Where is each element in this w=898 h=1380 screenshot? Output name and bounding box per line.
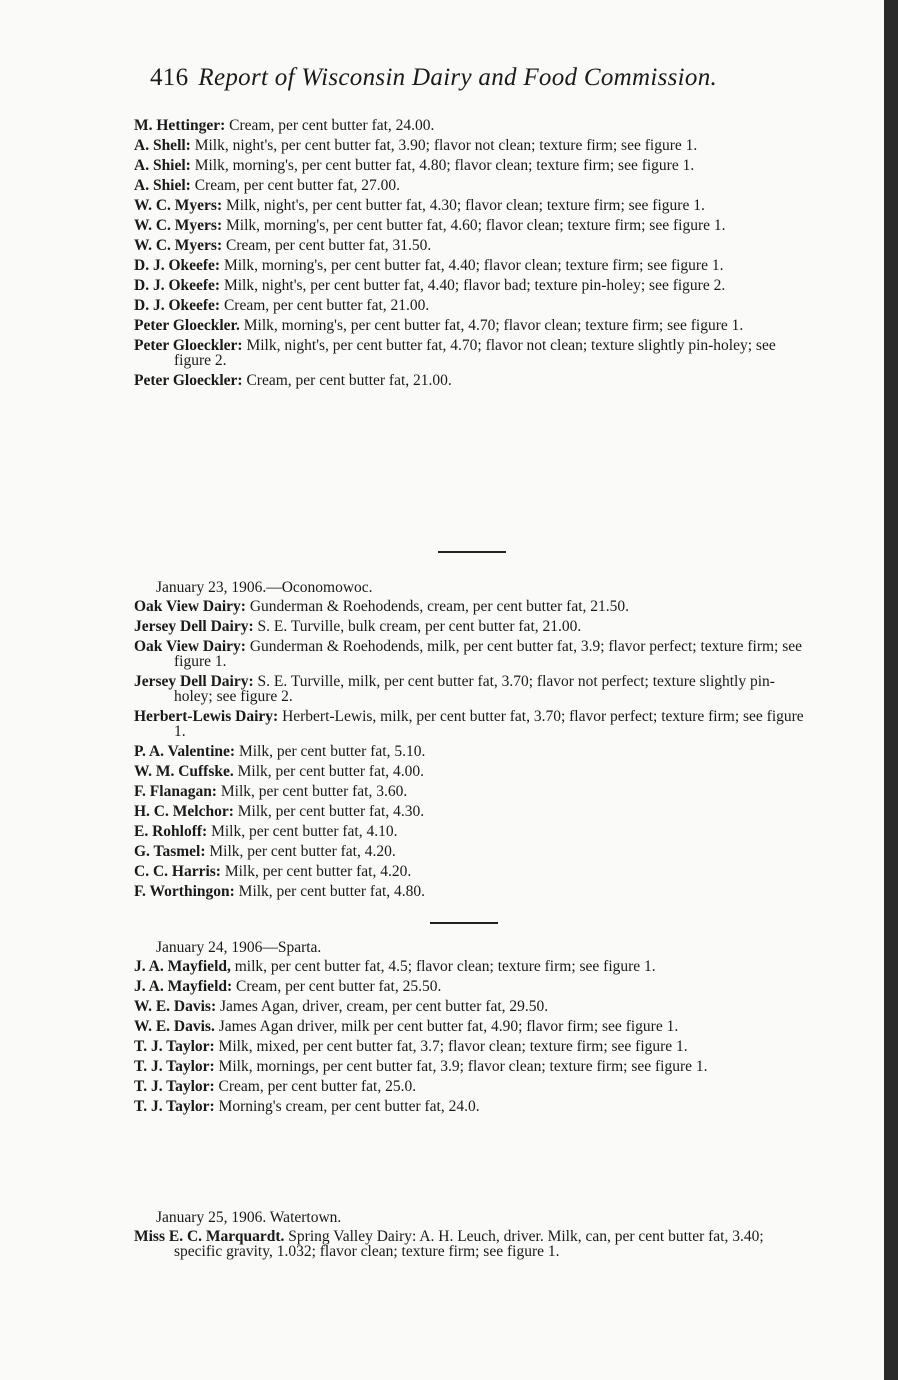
entry-name: W. E. Davis. xyxy=(134,1018,215,1035)
entry-name: J. A. Mayfield: xyxy=(134,978,233,995)
section-oconomowoc xyxy=(134,580,804,904)
entry-name: Peter Gloeckler: xyxy=(134,337,243,354)
record-entry xyxy=(134,674,804,704)
record-entry xyxy=(134,1039,804,1054)
entry-name: C. C. Harris: xyxy=(134,863,221,880)
entry-text: Spring Valley Dairy: A. H. Leuch, driver. Milk, can, per cent butter fat, 3.40; specific gravity, 1.032; flavor clean; texture firm; see figure 1. xyxy=(174,1228,764,1260)
entry-name: Peter Gloeckler: xyxy=(134,372,243,389)
entry-text: Milk, per cent butter fat, 4.30. xyxy=(237,803,425,820)
entry-text: Cream, per cent butter fat, 24.00. xyxy=(229,117,435,134)
record-entry xyxy=(134,318,804,333)
entry-text: Cream, per cent butter fat, 21.00. xyxy=(246,372,452,389)
entry-text: Milk, mornings, per cent butter fat, 3.9; flavor clean; texture firm; see figure 1. xyxy=(218,1058,708,1075)
entry-name: Jersey Dell Dairy: xyxy=(134,673,254,690)
entry-name: D. J. Okeefe: xyxy=(134,297,221,314)
record-entry xyxy=(134,138,804,153)
record-entry xyxy=(134,744,804,759)
entry-text: Milk, night's, per cent butter fat, 4.70; flavor not clean; texture slightly pin-holey; see figure 2. xyxy=(174,337,776,369)
page-title: Report of Wisconsin Dairy and Food Commission. xyxy=(198,64,718,91)
entry-name: J. A. Mayfield, xyxy=(134,958,231,975)
entry-name: W. C. Myers: xyxy=(134,237,223,254)
entry-name: W. E. Davis: xyxy=(134,998,217,1015)
record-entry xyxy=(134,1059,804,1074)
entry-text: Milk, morning's, per cent butter fat, 4.70; flavor clean; texture firm; see figure 1. xyxy=(243,317,744,334)
record-entry xyxy=(134,1079,804,1094)
record-entry xyxy=(134,238,804,253)
entry-text: Milk, night's, per cent butter fat, 4.30; flavor clean; texture firm; see figure 1. xyxy=(225,197,705,214)
entry-text: Milk, morning's, per cent butter fat, 4.80; flavor clean; texture firm; see figure 1. xyxy=(194,157,695,174)
entry-text: Cream, per cent butter fat, 27.00. xyxy=(194,177,401,194)
page-edge-shadow xyxy=(884,0,898,1380)
record-entry xyxy=(134,844,804,859)
entry-text: Morning's cream, per cent butter fat, 24.0. xyxy=(218,1098,480,1115)
page-number: 416 xyxy=(150,64,189,91)
entry-name: T. J. Taylor: xyxy=(134,1078,215,1095)
entry-name: T. J. Taylor: xyxy=(134,1098,215,1115)
record-entry xyxy=(134,639,804,669)
page-header xyxy=(150,64,717,92)
record-entry xyxy=(134,278,804,293)
entry-text: James Agan, driver, cream, per cent butter fat, 29.50. xyxy=(219,998,549,1015)
entry-text: Cream, per cent butter fat, 25.50. xyxy=(236,978,442,995)
entry-text: James Agan driver, milk per cent butter fat, 4.90; flavor firm; see figure 1. xyxy=(218,1018,679,1035)
entry-text: Cream, per cent butter fat, 31.50. xyxy=(225,237,432,254)
entry-text: Herbert-Lewis, milk, per cent butter fat, 3.70; flavor perfect; texture firm; see figure 1. xyxy=(174,708,804,740)
record-entry xyxy=(134,1019,804,1034)
entry-text: Milk, per cent butter fat, 5.10. xyxy=(238,743,426,760)
section-heading: January 23, 1906.—Oconomowoc. xyxy=(156,579,373,596)
entry-text: Milk, per cent butter fat, 3.60. xyxy=(220,783,408,800)
record-entry xyxy=(134,784,804,799)
record-entry xyxy=(134,1229,804,1259)
entry-name: F. Flanagan: xyxy=(134,783,217,800)
entry-name: M. Hettinger: xyxy=(134,117,226,134)
record-entry xyxy=(134,198,804,213)
record-entry xyxy=(134,258,804,273)
entry-name: F. Worthingon: xyxy=(134,883,235,900)
entry-text: Milk, mixed, per cent butter fat, 3.7; flavor clean; texture firm; see figure 1. xyxy=(218,1038,688,1055)
entry-name: W. C. Myers: xyxy=(134,217,223,234)
record-entry xyxy=(134,118,804,133)
section-divider xyxy=(438,551,506,553)
entry-text: Milk, morning's, per cent butter fat, 4.40; flavor clean; texture firm; see figure 1. xyxy=(223,257,724,274)
record-entry xyxy=(134,218,804,233)
entry-name: P. A. Valentine: xyxy=(134,743,236,760)
record-entry xyxy=(134,1099,804,1114)
entry-text: milk, per cent butter fat, 4.5; flavor clean; texture firm; see figure 1. xyxy=(234,958,656,975)
record-entry xyxy=(134,158,804,173)
record-entry xyxy=(134,338,804,368)
entry-name: G. Tasmel: xyxy=(134,843,206,860)
entry-text: Milk, night's, per cent butter fat, 3.90; flavor not clean; texture firm; see figure 1. xyxy=(194,137,698,154)
entry-name: W. M. Cuffske. xyxy=(134,763,234,780)
entry-text: Gunderman & Roehodends, milk, per cent butter fat, 3.9; flavor perfect; texture firm; see figure 1. xyxy=(174,638,803,670)
entry-name: W. C. Myers: xyxy=(134,197,223,214)
entry-text: S. E. Turville, bulk cream, per cent butter fat, 21.00. xyxy=(257,618,582,635)
record-entry xyxy=(134,999,804,1014)
entry-text: Milk, per cent butter fat, 4.00. xyxy=(237,763,425,780)
entry-text: Milk, night's, per cent butter fat, 4.40; flavor bad; texture pin-holey; see figure 2. xyxy=(223,277,726,294)
entry-name: A. Shiel: xyxy=(134,157,191,174)
entry-text: Gunderman & Roehodends, cream, per cent butter fat, 21.50. xyxy=(249,598,630,615)
entry-name: Oak View Dairy: xyxy=(134,638,246,655)
record-entry xyxy=(134,959,804,974)
entry-text: Milk, morning's, per cent butter fat, 4.60; flavor clean; texture firm; see figure 1. xyxy=(225,217,726,234)
record-entry xyxy=(134,979,804,994)
entry-name: E. Rohloff: xyxy=(134,823,208,840)
entry-name: Oak View Dairy: xyxy=(134,598,246,615)
record-entry xyxy=(134,298,804,313)
section-divider xyxy=(430,922,498,924)
section-sparta xyxy=(134,940,804,1119)
entry-text: Milk, per cent butter fat, 4.80. xyxy=(238,883,426,900)
entry-name: Peter Gloeckler. xyxy=(134,317,240,334)
entry-name: H. C. Melchor: xyxy=(134,803,234,820)
entry-name: D. J. Okeefe: xyxy=(134,257,221,274)
record-entry xyxy=(134,599,804,614)
record-entry xyxy=(134,709,804,739)
entry-name: D. J. Okeefe: xyxy=(134,277,221,294)
section-watertown xyxy=(134,1210,804,1264)
section-hettinger-records xyxy=(134,118,804,393)
section-heading: January 24, 1906—Sparta. xyxy=(156,939,322,956)
record-entry xyxy=(134,864,804,879)
entry-text: Cream, per cent butter fat, 25.0. xyxy=(218,1078,417,1095)
entry-name: T. J. Taylor: xyxy=(134,1038,215,1055)
entry-name: T. J. Taylor: xyxy=(134,1058,215,1075)
section-heading: January 25, 1906. Watertown. xyxy=(156,1209,342,1226)
record-entry xyxy=(134,884,804,899)
entry-name: Jersey Dell Dairy: xyxy=(134,618,254,635)
entry-text: Milk, per cent butter fat, 4.20. xyxy=(224,863,412,880)
record-entry xyxy=(134,178,804,193)
entry-text: Milk, per cent butter fat, 4.10. xyxy=(211,823,398,840)
record-entry xyxy=(134,373,804,388)
entry-text: S. E. Turville, milk, per cent butter fat, 3.70; flavor not perfect; texture slightly pin-holey; see figure 2. xyxy=(174,673,775,705)
record-entry xyxy=(134,804,804,819)
record-entry xyxy=(134,764,804,779)
entry-name: A. Shiel: xyxy=(134,177,191,194)
entry-name: Herbert-Lewis Dairy: xyxy=(134,708,279,725)
record-entry xyxy=(134,824,804,839)
entry-text: Milk, per cent butter fat, 4.20. xyxy=(209,843,396,860)
entry-name: Miss E. C. Marquardt. xyxy=(134,1228,285,1245)
entry-name: A. Shell: xyxy=(134,137,191,154)
entry-text: Cream, per cent butter fat, 21.00. xyxy=(223,297,430,314)
record-entry xyxy=(134,619,804,634)
